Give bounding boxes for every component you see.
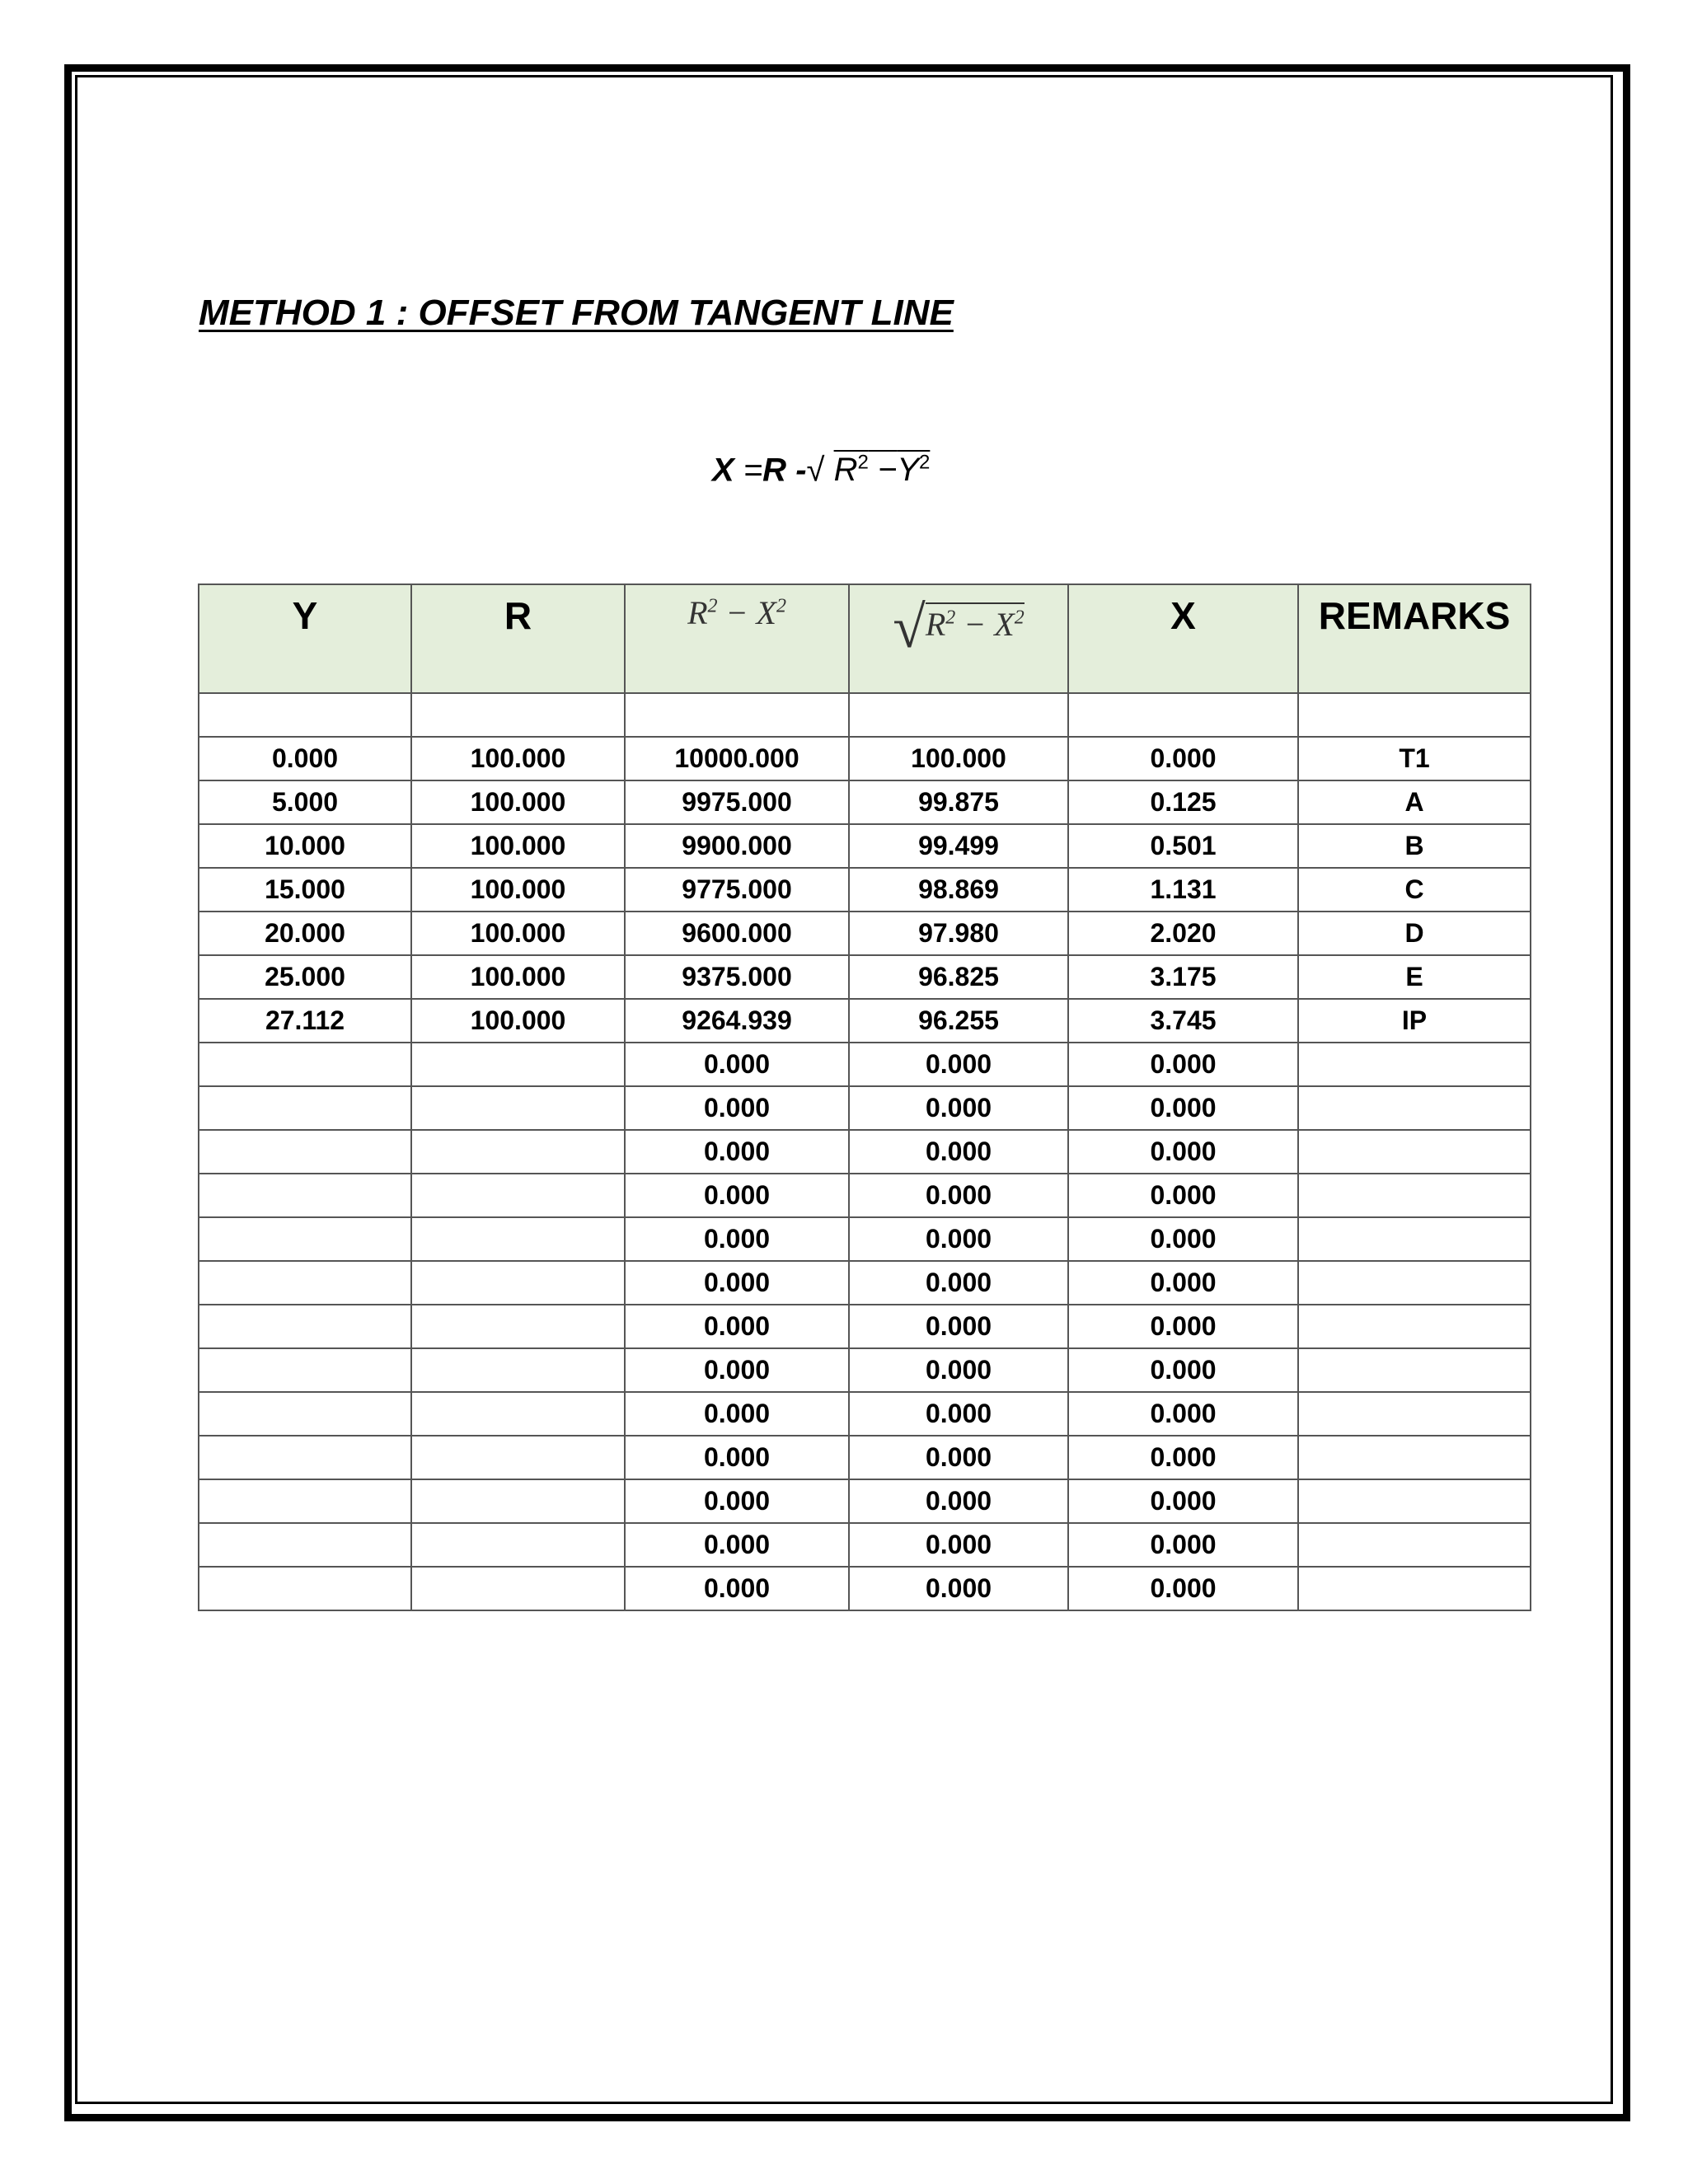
cell-y: 15.000: [199, 868, 411, 912]
cell-r: 100.000: [411, 955, 625, 999]
table-row: [199, 955, 1531, 999]
cell-y: 5.000: [199, 780, 411, 824]
header-row: [199, 584, 1531, 693]
cell-sqrt: 100.000: [849, 737, 1068, 780]
cell-y: 0.000: [199, 737, 411, 780]
formula-lhs: X: [712, 452, 734, 489]
cell-sqrt: 0.000: [849, 1436, 1068, 1479]
cell-sqrt: 0.000: [849, 1261, 1068, 1305]
cell-r2-minus-x2: 9600.000: [625, 912, 849, 955]
cell-x: 0.000: [1068, 1043, 1298, 1086]
header-gap-row: [199, 693, 1531, 737]
cell-r2-minus-x2: 0.000: [625, 1261, 849, 1305]
offset-table: [198, 583, 1531, 1611]
header-sqrt-r: R: [925, 605, 946, 643]
cell-y: [199, 1392, 411, 1436]
table-row: [199, 824, 1531, 868]
cell-r2-minus-x2: 9775.000: [625, 868, 849, 912]
cell-r: 100.000: [411, 737, 625, 780]
cell-x: 0.000: [1068, 1523, 1298, 1567]
cell-r2-minus-x2: 0.000: [625, 1348, 849, 1392]
cell-r2-minus-x2: 9975.000: [625, 780, 849, 824]
cell-sqrt: 98.869: [849, 868, 1068, 912]
cell-r: [411, 1043, 625, 1086]
cell-y: [199, 1217, 411, 1261]
cell-remarks: [1298, 1130, 1531, 1174]
header-r: R: [411, 584, 625, 693]
table-row: [199, 1086, 1531, 1130]
cell-remarks: [1298, 1086, 1531, 1130]
cell-remarks: IP: [1298, 999, 1531, 1043]
cell-remarks: D: [1298, 912, 1531, 955]
cell-remarks: [1298, 1436, 1531, 1479]
cell-r: 100.000: [411, 824, 625, 868]
cell-r: [411, 1305, 625, 1348]
cell-x: 0.000: [1068, 737, 1298, 780]
method-heading: METHOD 1 : OFFSET FROM TANGENT LINE: [199, 293, 954, 333]
cell-y: [199, 1043, 411, 1086]
formula-equals: =: [743, 452, 763, 489]
cell-remarks: [1298, 1348, 1531, 1392]
cell-r2-minus-x2: 0.000: [625, 1523, 849, 1567]
cell-r: 100.000: [411, 912, 625, 955]
table-row: [199, 1261, 1531, 1305]
cell-sqrt: 0.000: [849, 1567, 1068, 1610]
cell-x: 0.000: [1068, 1130, 1298, 1174]
cell-y: [199, 1305, 411, 1348]
cell-remarks: B: [1298, 824, 1531, 868]
cell-r2-minus-x2: 0.000: [625, 1174, 849, 1217]
cell-y: [199, 1436, 411, 1479]
table-row: [199, 1523, 1531, 1567]
cell-sqrt: 96.825: [849, 955, 1068, 999]
header-sqrt-sup1: 2: [945, 607, 956, 629]
cell-r2-minus-x2: 0.000: [625, 1479, 849, 1523]
cell-r: [411, 1086, 625, 1130]
cell-r: [411, 1261, 625, 1305]
cell-remarks: T1: [1298, 737, 1531, 780]
cell-r: [411, 1217, 625, 1261]
cell-y: [199, 1348, 411, 1392]
table-row: [199, 1043, 1531, 1086]
table-row: [199, 1479, 1531, 1523]
table-row: [199, 1130, 1531, 1174]
cell-r2-minus-x2: 9900.000: [625, 824, 849, 868]
cell-sqrt: 97.980: [849, 912, 1068, 955]
cell-y: [199, 1567, 411, 1610]
cell-sqrt: 0.000: [849, 1130, 1068, 1174]
cell-r: [411, 1348, 625, 1392]
table-row: [199, 1348, 1531, 1392]
cell-remarks: E: [1298, 955, 1531, 999]
cell-r: [411, 1479, 625, 1523]
header-sqrt-sup2: 2: [1014, 607, 1025, 629]
cell-sqrt: 0.000: [849, 1086, 1068, 1130]
cell-sqrt: 0.000: [849, 1043, 1068, 1086]
cell-y: 27.112: [199, 999, 411, 1043]
cell-r: 100.000: [411, 868, 625, 912]
cell-sqrt: 0.000: [849, 1217, 1068, 1261]
table-header: [199, 584, 1531, 693]
cell-r2-minus-x2: 0.000: [625, 1436, 849, 1479]
formula-radicand: [834, 452, 931, 488]
cell-x: 0.125: [1068, 780, 1298, 824]
formula-r2-exp: 2: [857, 452, 869, 474]
header-sqrt-sign: √: [893, 594, 926, 660]
cell-remarks: C: [1298, 868, 1531, 912]
table-body: [199, 693, 1531, 1610]
cell-r2-minus-x2: 0.000: [625, 1217, 849, 1261]
cell-remarks: [1298, 1392, 1531, 1436]
cell-r2-minus-x2: 0.000: [625, 1392, 849, 1436]
cell-sqrt: 99.499: [849, 824, 1068, 868]
cell-r: [411, 1130, 625, 1174]
table-row: [199, 1174, 1531, 1217]
header-y: Y: [199, 584, 411, 693]
cell-remarks: [1298, 1523, 1531, 1567]
cell-sqrt: 0.000: [849, 1305, 1068, 1348]
header-r2x2-x: X: [756, 594, 776, 631]
cell-r2-minus-x2: 0.000: [625, 1567, 849, 1610]
cell-x: 2.020: [1068, 912, 1298, 955]
table-row: [199, 868, 1531, 912]
header-r2-minus-x2: [625, 584, 849, 693]
cell-sqrt: 0.000: [849, 1174, 1068, 1217]
cell-x: 0.501: [1068, 824, 1298, 868]
table-row: [199, 1217, 1531, 1261]
cell-r: [411, 1436, 625, 1479]
cell-sqrt: 0.000: [849, 1523, 1068, 1567]
cell-x: 0.000: [1068, 1217, 1298, 1261]
cell-x: 0.000: [1068, 1436, 1298, 1479]
cell-r: [411, 1392, 625, 1436]
cell-remarks: [1298, 1567, 1531, 1610]
cell-y: 25.000: [199, 955, 411, 999]
cell-y: [199, 1479, 411, 1523]
header-remarks: REMARKS: [1298, 584, 1531, 693]
cell-r2-minus-x2: 0.000: [625, 1130, 849, 1174]
cell-remarks: [1298, 1174, 1531, 1217]
table-row: [199, 780, 1531, 824]
cell-r: [411, 1567, 625, 1610]
cell-sqrt: 0.000: [849, 1392, 1068, 1436]
header-r2x2-op: −: [717, 594, 757, 631]
cell-x: 0.000: [1068, 1567, 1298, 1610]
cell-sqrt: 0.000: [849, 1348, 1068, 1392]
cell-y: 10.000: [199, 824, 411, 868]
cell-remarks: A: [1298, 780, 1531, 824]
header-sqrt-x: X: [994, 605, 1015, 643]
cell-sqrt: 99.875: [849, 780, 1068, 824]
cell-r: [411, 1174, 625, 1217]
cell-remarks: [1298, 1261, 1531, 1305]
cell-y: 20.000: [199, 912, 411, 955]
cell-remarks: [1298, 1217, 1531, 1261]
cell-remarks: [1298, 1479, 1531, 1523]
cell-r2-minus-x2: 10000.000: [625, 737, 849, 780]
formula-sqrt-sign: √: [806, 452, 825, 489]
cell-r2-minus-x2: 0.000: [625, 1086, 849, 1130]
cell-y: [199, 1174, 411, 1217]
cell-r2-minus-x2: 9264.939: [625, 999, 849, 1043]
cell-r2-minus-x2: 0.000: [625, 1305, 849, 1348]
table-row: [199, 1436, 1531, 1479]
cell-y: [199, 1086, 411, 1130]
cell-y: [199, 1261, 411, 1305]
cell-remarks: [1298, 1043, 1531, 1086]
formula-minus: -: [795, 452, 807, 489]
cell-y: [199, 1523, 411, 1567]
header-sqrt: [849, 584, 1068, 693]
cell-x: 0.000: [1068, 1174, 1298, 1217]
table-row: [199, 1305, 1531, 1348]
cell-remarks: [1298, 1305, 1531, 1348]
formula-y-base: Y: [897, 452, 920, 489]
cell-x: 3.175: [1068, 955, 1298, 999]
formula-r2-base: R: [833, 452, 858, 489]
formula-minus2: −: [868, 452, 898, 489]
formula-y-exp: 2: [919, 452, 931, 474]
cell-r: [411, 1523, 625, 1567]
header-sqrt-radicand: [926, 602, 1025, 643]
header-r2x2-r: R: [687, 594, 708, 631]
formula-r: R: [762, 452, 787, 489]
header-x: X: [1068, 584, 1298, 693]
table-row: [199, 1392, 1531, 1436]
header-r2x2-sup2: 2: [776, 595, 786, 617]
cell-r: 100.000: [411, 999, 625, 1043]
table-row: [199, 912, 1531, 955]
cell-sqrt: 96.255: [849, 999, 1068, 1043]
table-row: [199, 999, 1531, 1043]
cell-x: 0.000: [1068, 1086, 1298, 1130]
header-r2x2-sup1: 2: [707, 595, 718, 617]
cell-r: 100.000: [411, 780, 625, 824]
cell-x: 3.745: [1068, 999, 1298, 1043]
header-sqrt-op: −: [955, 605, 995, 643]
cell-x: 0.000: [1068, 1261, 1298, 1305]
cell-x: 0.000: [1068, 1479, 1298, 1523]
cell-x: 0.000: [1068, 1348, 1298, 1392]
table-row: [199, 1567, 1531, 1610]
cell-r2-minus-x2: 9375.000: [625, 955, 849, 999]
cell-x: 1.131: [1068, 868, 1298, 912]
table-row: [199, 737, 1531, 780]
cell-y: [199, 1130, 411, 1174]
cell-sqrt: 0.000: [849, 1479, 1068, 1523]
offset-formula: [712, 452, 930, 489]
cell-x: 0.000: [1068, 1305, 1298, 1348]
cell-x: 0.000: [1068, 1392, 1298, 1436]
cell-r2-minus-x2: 0.000: [625, 1043, 849, 1086]
